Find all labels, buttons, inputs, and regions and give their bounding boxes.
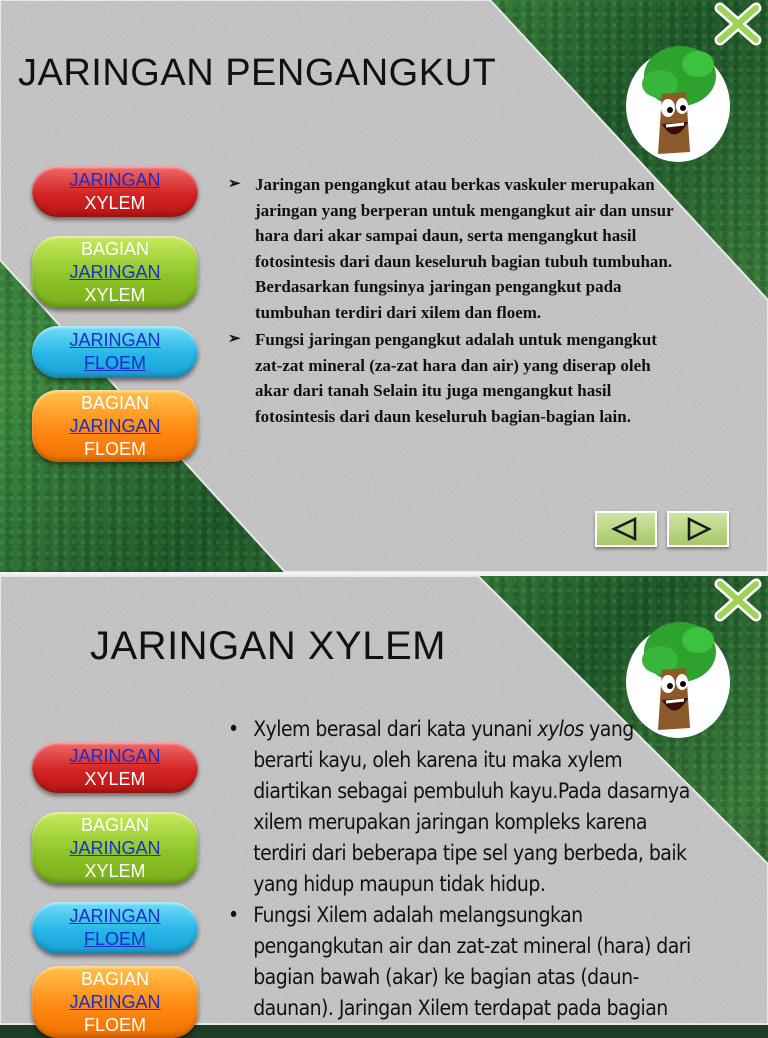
menu-label-line2: XYLEM xyxy=(84,192,146,213)
paragraph: Fungsi Xilem adalah melangsungkan pengangkutan air dan zat-zat mineral (hara) dari bagian bawah (akar) ke bagian atas (daun-daunan). Jaringan Xilem terdapat pada bagian xyxy=(253,903,691,1020)
prev-button[interactable] xyxy=(595,511,657,547)
menu-label-line2[interactable]: JARINGAN xyxy=(69,837,161,858)
bullet-dot-icon: • xyxy=(228,903,239,927)
menu-bagian-jaringan-floem[interactable] xyxy=(32,390,198,462)
menu-label-line3: FLOEM xyxy=(83,438,146,459)
menu-label-line3: FLOEM xyxy=(83,1014,146,1035)
menu-bagian-jaringan-xylem[interactable] xyxy=(32,812,198,884)
menu-label-line1[interactable]: JARINGAN xyxy=(69,906,161,926)
list-item xyxy=(228,172,683,325)
menu-jaringan-floem[interactable] xyxy=(32,326,198,378)
menu-jaringan-floem[interactable] xyxy=(32,902,198,954)
menu-label-line2: XYLEM xyxy=(84,768,146,789)
triangle-right-icon xyxy=(669,513,727,545)
menu-label-line1: BAGIAN xyxy=(80,392,150,413)
content-text xyxy=(228,714,696,1024)
arrow-bullet-icon: ➢ xyxy=(228,331,241,347)
menu-label-line3: XYLEM xyxy=(84,860,146,881)
menu-bagian-jaringan-xylem[interactable] xyxy=(32,236,198,308)
italic-term: xylos xyxy=(537,717,584,741)
menu-label-line2[interactable]: FLOEM xyxy=(83,353,146,373)
tree-mascot-icon xyxy=(620,34,740,169)
triangle-left-icon xyxy=(597,513,655,545)
menu-label-line2[interactable]: JARINGAN xyxy=(69,415,161,436)
paragraph: Fungsi jaringan pengangkut adalah untuk mengangkut zat-zat mineral (za-zat hara dan air) yang diserap oleh akar dari tanah Selain itu juga mengangkut hasil fotosintesis dari daun keseluruh bagian-bagian lain. xyxy=(255,330,657,426)
menu-label-line1[interactable]: JARINGAN xyxy=(69,745,161,766)
content-text xyxy=(228,172,683,431)
menu-label-line2[interactable]: FLOEM xyxy=(83,929,146,949)
menu-label-line2[interactable]: JARINGAN xyxy=(69,991,161,1012)
list-item xyxy=(228,327,683,429)
list-item xyxy=(228,900,696,1024)
arrow-bullet-icon: ➢ xyxy=(228,176,241,192)
next-button[interactable] xyxy=(667,511,729,547)
paragraph-part: yang berarti kayu, oleh karena itu maka xylem diartikan sebagai pembuluh kayu.Pada dasarnya xilem merupakan jaringan kompleks karena terdiri dari beberapa tipe sel yang berbeda, baik yang hidup maupun tidak hidup. xyxy=(253,717,690,896)
menu-label-line2[interactable]: JARINGAN xyxy=(69,261,161,282)
menu-label-line1: BAGIAN xyxy=(80,968,150,989)
menu-jaringan-xylem[interactable] xyxy=(32,166,198,217)
menu-label-line1: BAGIAN xyxy=(80,238,150,259)
menu-bagian-jaringan-floem[interactable] xyxy=(32,966,198,1038)
menu-label-line1: BAGIAN xyxy=(80,814,150,835)
page-title: JARINGAN PENGANGKUT xyxy=(18,52,497,94)
menu-label-line1[interactable]: JARINGAN xyxy=(69,169,161,190)
menu-label-line1[interactable]: JARINGAN xyxy=(69,330,161,350)
paragraph-part: Xylem berasal dari kata yunani xyxy=(253,717,538,741)
menu-label-line3: XYLEM xyxy=(84,284,146,305)
menu-jaringan-xylem[interactable] xyxy=(32,742,198,793)
slide-jaringan-xylem xyxy=(0,576,768,1035)
paragraph: Jaringan pengangkut atau berkas vaskuler merupakan jaringan yang berperan untuk mengangkut air dan unsur hara dari akar sampai daun, serta mengangkut hasil fotosintesis dari daun keseluruh bagian tubuh tumbuhan. Berdasarkan fungsinya jaringan pengangkut pada tumbuhan terdiri dari xilem dan floem. xyxy=(255,175,674,322)
page-title: JARINGAN XYLEM xyxy=(90,624,446,668)
tree-mascot-icon xyxy=(620,610,740,745)
bullet-dot-icon: • xyxy=(228,717,239,741)
